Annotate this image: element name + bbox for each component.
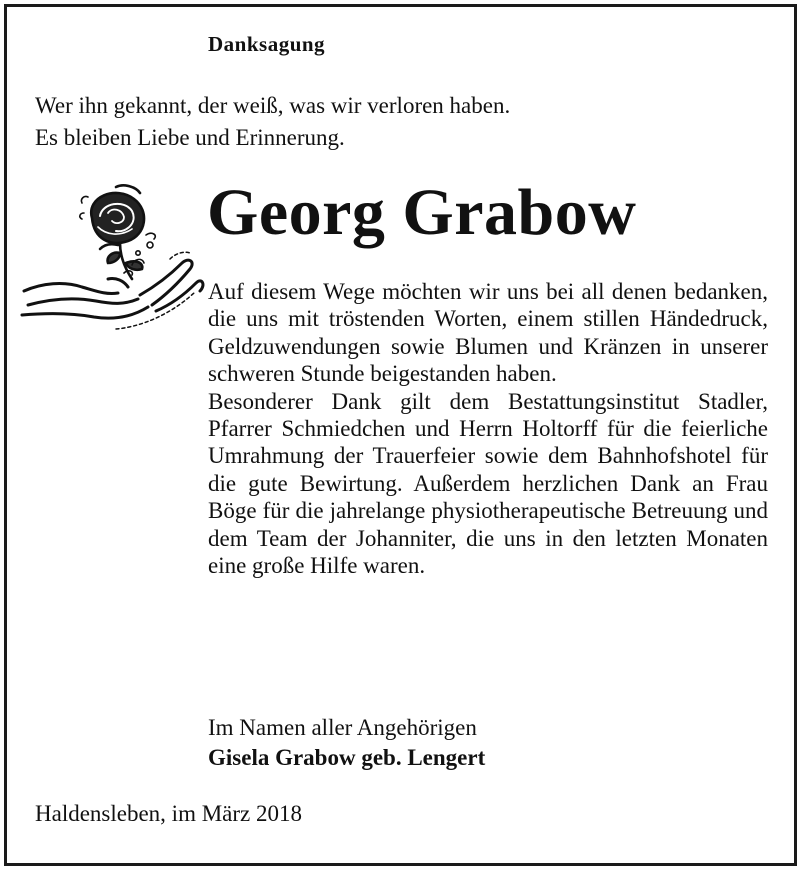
deceased-name: Georg Grabow bbox=[207, 176, 637, 249]
place-and-date: Haldensleben, im März 2018 bbox=[35, 801, 302, 826]
rose-in-hands-icon bbox=[20, 183, 205, 333]
thank-you-text bbox=[208, 278, 768, 579]
quote-line: Wer ihn gekannt, der weiß, was wir verloren haben. bbox=[35, 93, 511, 118]
signature-block bbox=[208, 713, 485, 773]
signer-name: Gisela Grabow geb. Lengert bbox=[208, 745, 486, 770]
thanks-paragraph: Auf diesem Wege möchten wir uns bei all denen bedanken, die uns mit tröstenden Worten, einem stillen Händedruck, Geldzuwendungen sowie Blumen und Kränzen in unserer schweren Stunde beigestanden haben. bbox=[208, 279, 768, 387]
quote-line: Es bleiben Liebe und Erinnerung. bbox=[35, 125, 345, 150]
notice-heading: Danksagung bbox=[208, 32, 326, 56]
memorial-quote bbox=[35, 90, 510, 154]
sign-intro: Im Namen aller Angehörigen bbox=[208, 715, 477, 740]
special-thanks-paragraph: Besonderer Dank gilt dem Bestattungsinstitut Stadler, Pfarrer Schmiedchen und Herrn Holtorff für die feierliche Umrahmung der Trauerfeier sowie dem Bahnhofshotel für die gute Bewirtung. Außerdem herzlichen Dank an Frau Böge für die jahrelange physiotherapeutische Betreuung und dem Team der Johanniter, die uns in den letzten Monaten eine große Hilfe waren. bbox=[208, 388, 768, 579]
